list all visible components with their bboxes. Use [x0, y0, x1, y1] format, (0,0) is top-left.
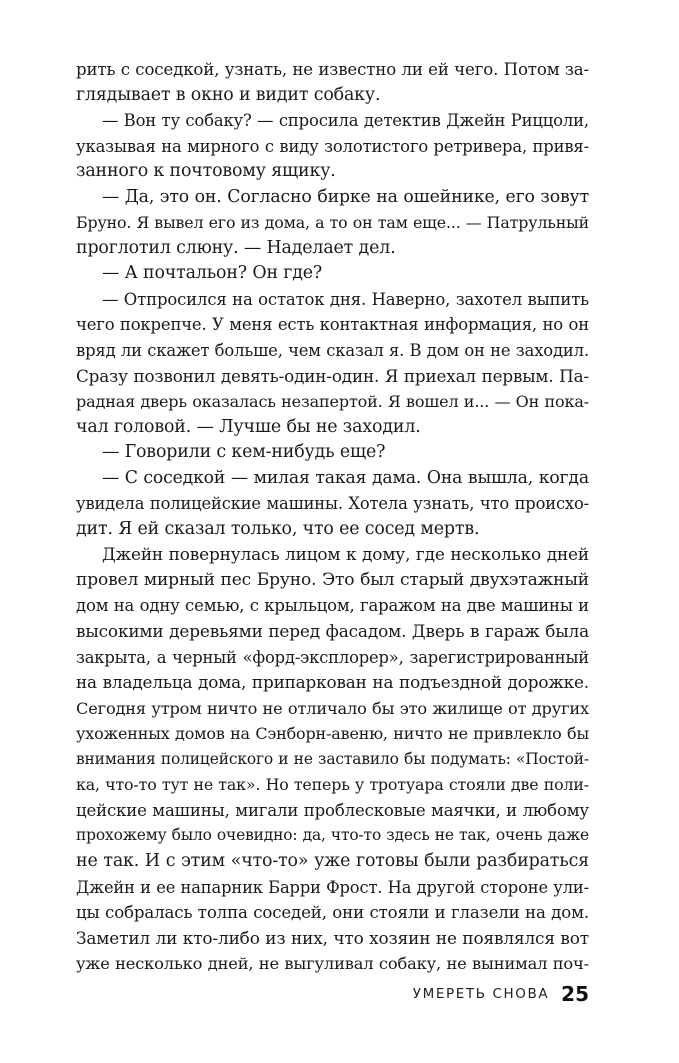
- text-line: цейские машины, мигали проблесковые маячки, и любому: [76, 800, 589, 820]
- text-line: дом на одну семью, с крыльцом, гаражом на две машины и: [76, 596, 589, 616]
- page-number: 25: [561, 982, 589, 1006]
- text-line: ка, что-то тут не так». Но теперь у тротуара стояли две поли-: [76, 775, 589, 795]
- text-line: вряд ли скажет больше, чем сказал я. В дом он не заходил.: [76, 341, 589, 361]
- text-line: высокими деревьями перед фасадом. Дверь в гараж была: [76, 621, 589, 642]
- text-line: увидела полицейские машины. Хотела узнать, что происхо-: [76, 494, 589, 514]
- text-line: — С соседкой — милая такая дама. Она вышла, когда: [102, 467, 589, 488]
- text-line: не так. И с этим «что-то» уже готовы были разбираться: [76, 850, 589, 871]
- text-line: ухоженных домов на Сэнборн-авеню, ничто не привлекло бы: [76, 724, 589, 744]
- text-line: внимания полицейского и не заставило бы подумать: «Постой-: [76, 749, 589, 768]
- text-line: глядывает в окно и видит собаку.: [76, 84, 381, 105]
- text-line: радная дверь оказалась незапертой. Я вошел и... — Он пока-: [76, 392, 589, 412]
- text-line: провел мирный пес Бруно. Это был старый двухэтажный: [76, 569, 589, 590]
- text-line: указывая на мирного с виду золотистого ретривера, привя-: [76, 136, 589, 156]
- text-line: прохожему было очевидно: да, что-то здесь не так, очень даже: [76, 826, 589, 845]
- text-line: дит. Я ей сказал только, что ее сосед мертв.: [76, 518, 480, 539]
- text-line: — Говорили с кем-нибудь еще?: [102, 442, 386, 463]
- page-footer: [0, 982, 589, 1012]
- text-line: Сегодня утром ничто не отличало бы это жилище от других: [76, 698, 589, 718]
- text-line: уже несколько дней, не выгуливал собаку, не вынимал поч-: [76, 954, 589, 974]
- text-line: рить с соседкой, узнать, не известно ли ей чего. Потом за-: [76, 60, 589, 79]
- text-line: Джейн и ее напарник Барри Фрост. На другой стороне ули-: [76, 877, 589, 897]
- body-text: [76, 57, 589, 977]
- text-line: на владельца дома, припаркован на подъездной дорожке.: [76, 672, 589, 693]
- text-line: — Отпросился на остаток дня. Наверно, захотел выпить: [102, 289, 589, 309]
- text-line: Бруно. Я вывел его из дома, а то он там еще... — Патрульный: [76, 213, 589, 233]
- text-line: Джейн повернулась лицом к дому, где несколько дней: [102, 544, 589, 565]
- text-line: Сразу позвонил девять-один-один. Я приехал первым. Па-: [76, 365, 589, 386]
- running-title: УМЕРЕТЬ СНОВА: [412, 986, 550, 1002]
- text-line: — А почтальон? Он где?: [102, 263, 323, 284]
- text-line: занного к почтовому ящику.: [76, 161, 336, 182]
- text-line: — Вон ту собаку? — спросила детектив Джейн Риццоли,: [102, 111, 589, 131]
- text-line: закрыта, а черный «форд-эксплорер», зарегистрированный: [76, 647, 589, 667]
- text-line: проглотил слюну. — Наделает дел.: [76, 237, 396, 258]
- text-line: цы собралась толпа соседей, они стояли и глазели на дом.: [76, 903, 589, 923]
- text-line: — Да, это он. Согласно бирке на ошейнике, его зовут: [102, 186, 589, 207]
- text-line: Заметил ли кто-либо из них, что хозяин не появлялся вот: [76, 927, 589, 948]
- text-line: чал головой. — Лучше бы не заходил.: [76, 416, 421, 437]
- text-line: чего покрепче. У меня есть контактная информация, но он: [76, 315, 589, 335]
